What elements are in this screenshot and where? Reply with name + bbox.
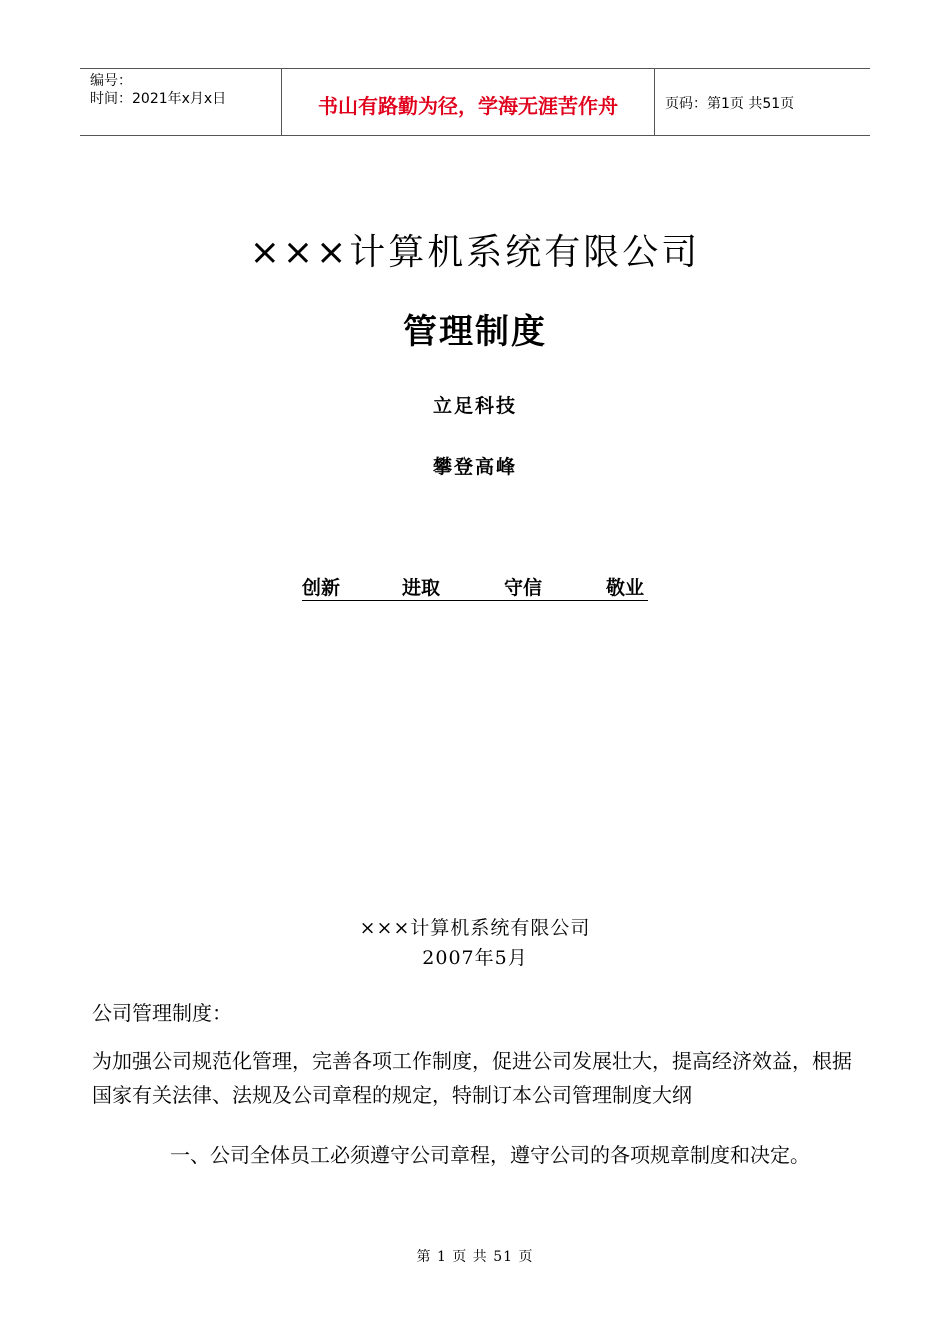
document-title: 管理制度 — [403, 312, 547, 352]
value-integrity: 守信 — [504, 577, 543, 599]
section-heading: 公司管理制度： — [92, 1001, 232, 1025]
header-motto: 书山有路勤为径，学海无涯苦作舟 — [282, 69, 655, 135]
core-values — [302, 573, 648, 601]
value-progress: 进取 — [402, 577, 441, 599]
header-table — [80, 68, 870, 136]
header-meta-cell — [80, 69, 282, 135]
page-number-footer: 第 1 页 共 51 页 — [416, 1249, 534, 1265]
document-number-label: 编号： — [90, 73, 132, 89]
slogan-line-1: 立足科技 — [432, 395, 517, 417]
issuer-company: ×××计算机系统有限公司 — [359, 917, 591, 939]
slogan-line-2: 攀登高峰 — [432, 456, 517, 478]
document-time-label: 时间：2021年x月x日 — [90, 91, 227, 107]
company-title: ×××计算机系统有限公司 — [249, 232, 701, 273]
issue-date: 2007年5月 — [422, 947, 528, 969]
value-dedication: 敬业 — [606, 577, 645, 599]
header-page-info: 页码：第1页 共51页 — [665, 96, 795, 112]
value-innovation: 创新 — [302, 577, 341, 599]
intro-paragraph: 为加强公司规范化管理，完善各项工作制度，促进公司发展壮大，提高经济效益，根据国家有关法律、法规及公司章程的规定，特制订本公司管理制度大纲 — [92, 1049, 852, 1107]
rule-item-1: 一、公司全体员工必须遵守公司章程，遵守公司的各项规章制度和决定。 — [170, 1143, 810, 1167]
